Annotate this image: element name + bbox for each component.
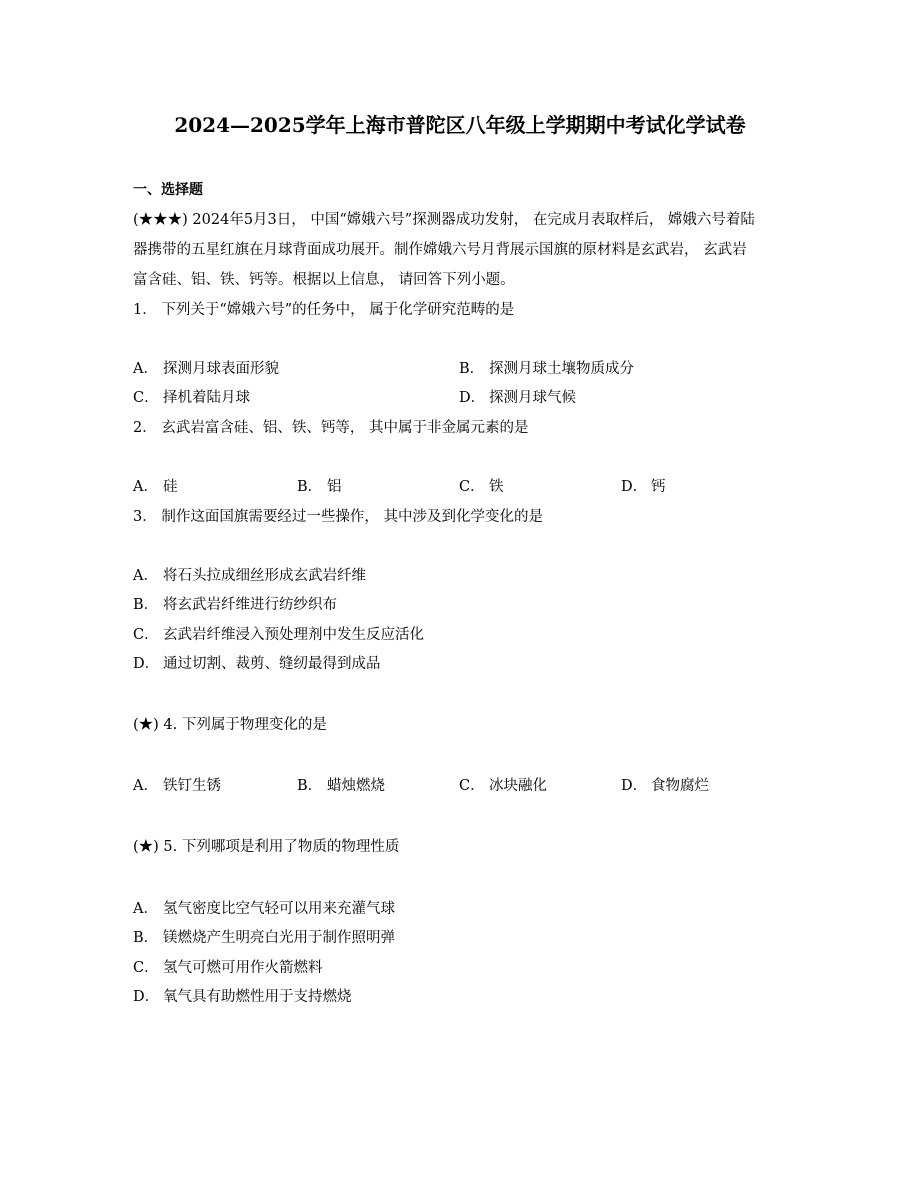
- option-text: 将石头拉成细丝形成玄武岩纤维: [163, 568, 366, 584]
- answer-option: [133, 359, 279, 379]
- intro-line: (★★★) 2024年5月3日， 中国“嫦娥六号”探测器成功发射， 在完成月表取样后， 嫦娥六号着陆: [133, 212, 755, 228]
- option-text: 探测月球气候: [489, 390, 576, 406]
- answer-option: [133, 987, 352, 1007]
- option-letter: C．: [133, 390, 159, 406]
- option-letter: C．: [459, 778, 485, 794]
- intro-line: 器携带的五星红旗在月球背面成功展开。制作嫦娥六号月背展示国旗的原材料是玄武岩， 玄武岩: [133, 242, 747, 258]
- option-letter: A．: [133, 568, 158, 584]
- option-letter: D．: [621, 479, 648, 495]
- option-letter: B．: [297, 479, 323, 495]
- answer-option: [133, 928, 395, 948]
- option-text: 氢气可燃可用作火箭燃料: [163, 960, 323, 976]
- answer-option: [133, 566, 366, 586]
- answer-option: [459, 776, 547, 796]
- option-text: 玄武岩纤维浸入预处理剂中发生反应活化: [163, 627, 424, 643]
- page-title: 2024—2025学年上海市普陀区八年级上学期期中考试化学试卷: [174, 113, 746, 137]
- option-text: 铝: [327, 479, 342, 495]
- answer-option: [459, 388, 576, 408]
- question-stem: 3． 制作这面国旗需要经过一些操作， 其中涉及到化学变化的是: [133, 509, 543, 525]
- option-text: 钙: [651, 479, 666, 495]
- option-letter: A．: [133, 479, 158, 495]
- option-letter: A．: [133, 901, 158, 917]
- answer-option: [133, 477, 178, 497]
- answer-option: [459, 477, 504, 497]
- option-letter: B．: [459, 361, 485, 377]
- option-text: 择机着陆月球: [163, 390, 250, 406]
- option-text: 将玄武岩纤维进行纺纱织布: [163, 597, 337, 613]
- option-letter: A．: [133, 778, 158, 794]
- section-heading: 一、选择题: [133, 182, 203, 198]
- option-letter: B．: [297, 778, 323, 794]
- answer-option: [621, 477, 666, 497]
- option-text: 食物腐烂: [651, 778, 709, 794]
- answer-option: [133, 776, 221, 796]
- option-letter: B．: [133, 930, 159, 946]
- option-text: 氢气密度比空气轻可以用来充灌气球: [163, 901, 395, 917]
- option-letter: D．: [133, 656, 160, 672]
- answer-option: [133, 654, 381, 674]
- answer-option: [133, 625, 424, 645]
- intro-line: 富含硅、铝、铁、钙等。根据以上信息， 请回答下列小题。: [133, 272, 515, 288]
- option-letter: C．: [133, 960, 159, 976]
- answer-option: [133, 388, 250, 408]
- answer-option: [133, 958, 323, 978]
- option-text: 探测月球表面形貌: [163, 361, 279, 377]
- option-text: 冰块融化: [489, 778, 547, 794]
- option-text: 通过切割、裁剪、缝纫最得到成品: [163, 656, 381, 672]
- answer-option: [297, 477, 342, 497]
- option-letter: D．: [133, 989, 160, 1005]
- option-text: 硅: [163, 479, 178, 495]
- option-letter: B．: [133, 597, 159, 613]
- option-letter: C．: [133, 627, 159, 643]
- answer-option: [133, 899, 395, 919]
- answer-option: [297, 776, 385, 796]
- option-text: 氧气具有助燃性用于支持燃烧: [163, 989, 352, 1005]
- question-stem: 1． 下列关于“嫦娥六号”的任务中， 属于化学研究范畴的是: [133, 302, 515, 318]
- question-stem: (★) 4. 下列属于物理变化的是: [133, 717, 327, 733]
- answer-option: [621, 776, 709, 796]
- option-text: 探测月球土壤物质成分: [489, 361, 634, 377]
- question-stem: 2． 玄武岩富含硅、铝、铁、钙等， 其中属于非金属元素的是: [133, 420, 529, 436]
- option-text: 镁燃烧产生明亮白光用于制作照明弹: [163, 930, 395, 946]
- option-letter: D．: [459, 390, 486, 406]
- answer-option: [459, 359, 634, 379]
- answer-option: [133, 595, 337, 615]
- option-letter: A．: [133, 361, 158, 377]
- question-stem: (★) 5. 下列哪项是利用了物质的物理性质: [133, 839, 400, 855]
- option-text: 铁: [489, 479, 504, 495]
- option-letter: D．: [621, 778, 648, 794]
- option-text: 铁钉生锈: [163, 778, 221, 794]
- option-letter: C．: [459, 479, 485, 495]
- option-text: 蜡烛燃烧: [327, 778, 385, 794]
